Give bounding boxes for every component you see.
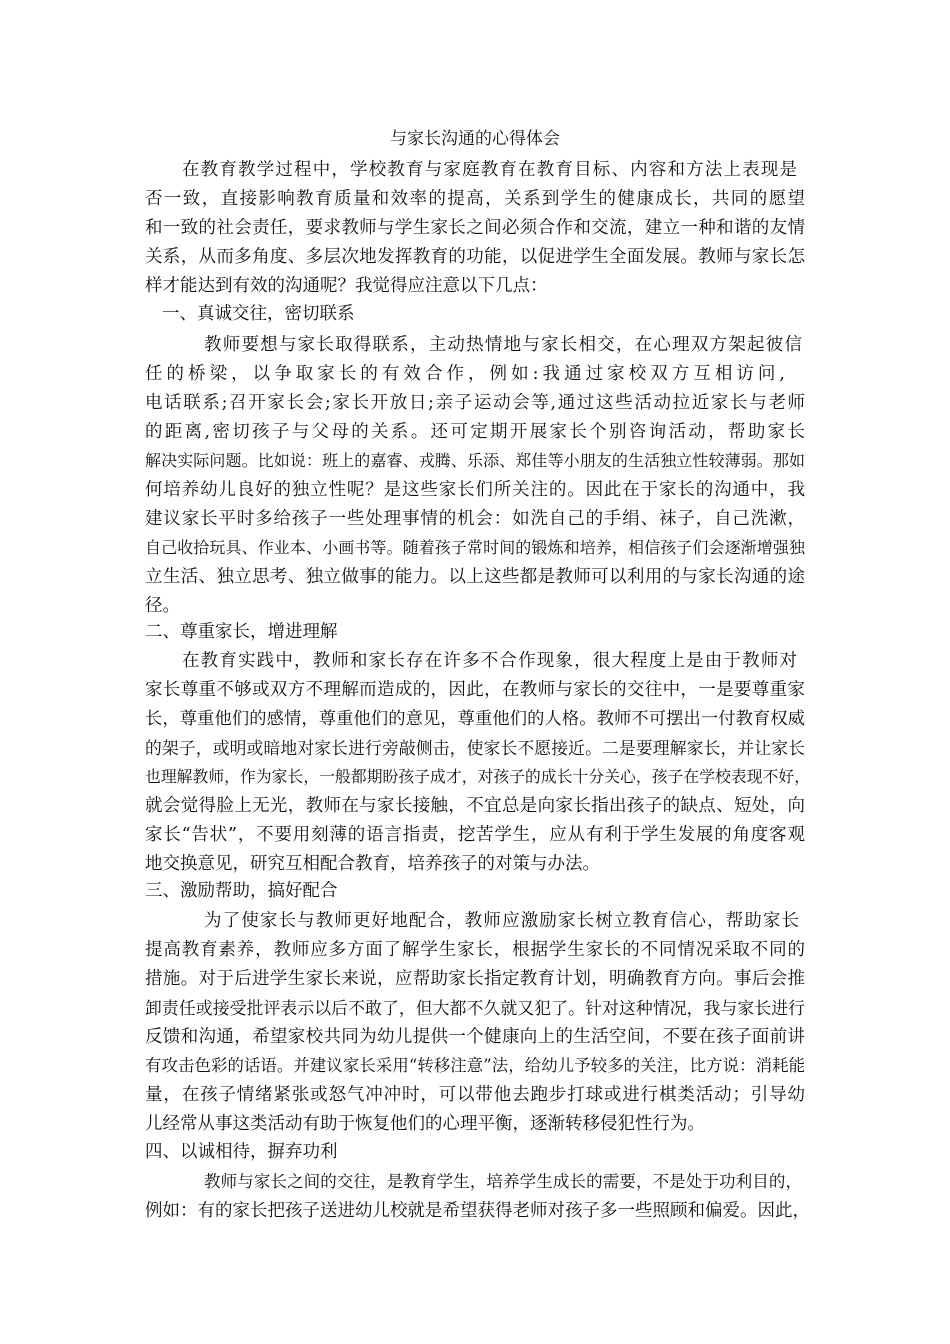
paragraph-line: 地交换意见，研究互相配合教育，培养孩子的对策与办法。 bbox=[145, 854, 600, 874]
paragraph-line: 提高教育素养，教师应多方面了解学生家长，根据学生家长的不同情况采取不同的 bbox=[145, 940, 805, 960]
paragraph-line: 否一致，直接影响教育质量和效率的提高，关系到学生的健康成长，共同的愿望 bbox=[145, 189, 805, 209]
section-heading: 四、以诚相待，摒弃功利 bbox=[145, 1142, 338, 1162]
paragraph-line: 立生活、独立思考、独立做事的能力。以上这些都是教师可以利用的与家长沟通的途 bbox=[145, 567, 805, 587]
paragraph-line: 有攻击色彩的话语。并建议家长采用“转移注意”法，给幼儿予较多的关注，比方说：消耗能 bbox=[145, 1056, 805, 1075]
paragraph-line: 家长“告状”，不要用刻薄的语言指责，挖苦学生，应从有利于学生发展的角度客观 bbox=[145, 825, 805, 845]
paragraph-line: 的架子，或明或暗地对家长进行旁敲侧击，使家长不愿接近。二是要理解家长，并让家长 bbox=[145, 738, 805, 758]
paragraph-line: 建议家长平时多给孩子一些处理事情的机会：如洗自己的手绢、袜子，自己洗漱， bbox=[145, 509, 805, 529]
section-heading: 三、激励帮助，搞好配合 bbox=[145, 881, 338, 901]
section-heading: 一、真诚交往，密切联系 bbox=[162, 304, 355, 324]
paragraph-line: 任的桥梁，以争取家长的有效合作，例如:我通过家校双方互相访问, bbox=[145, 364, 785, 384]
paragraph-line: 儿经常从事这类活动有助于恢复他们的心理平衡，逐渐转移侵犯性行为。 bbox=[145, 1114, 705, 1134]
paragraph-line: 和一致的社会责任，要求教师与学生家长之间必须合作和交流，建立一种和谐的友情 bbox=[145, 218, 805, 238]
paragraph-line: 何培养幼儿良好的独立性呢？是这些家长们所关注的。因此在于家长的沟通中，我 bbox=[145, 480, 805, 500]
paragraph-line: 量，在孩子情绪紧张或怒气冲冲时，可以带他去跑步打球或进行棋类活动；引导幼 bbox=[145, 1085, 805, 1105]
paragraph-line: 也理解教师，作为家长，一般都期盼孩子成才，对孩子的成长十分关心，孩子在学校表现不好， bbox=[145, 767, 810, 786]
paragraph-line: 在教育实践中，教师和家长存在许多不合作现象，很大程度上是由于教师对 bbox=[182, 651, 797, 671]
paragraph-line: 在教育教学过程中，学校教育与家庭教育在教育目标、内容和方法上表现是 bbox=[182, 160, 797, 180]
paragraph-line: 自己收拾玩具、作业本、小画书等。随着孩子常时间的锻炼和培养，相信孩子们会逐渐增强独 bbox=[145, 538, 805, 557]
paragraph-line: 家长尊重不够或双方不理解而造成的，因此，在教师与家长的交往中，一是要尊重家 bbox=[145, 680, 805, 700]
paragraph-line: 卸责任或接受批评表示以后不敢了，但大都不久就又犯了。针对这种情况，我与家长进行 bbox=[145, 998, 805, 1018]
document-title: 与家长沟通的心得体会 bbox=[390, 129, 560, 149]
paragraph-line: 就会觉得脸上无光，教师在与家长接触，不宜总是向家长指出孩子的缺点、短处，向 bbox=[145, 796, 805, 816]
paragraph-line: 样才能达到有效的沟通呢？我觉得应注意以下几点： bbox=[145, 276, 548, 296]
paragraph-line: 长，尊重他们的感情，尊重他们的意见，尊重他们的人格。教师不可摆出一付教育权威 bbox=[145, 709, 805, 729]
paragraph-line: 关系，从而多角度、多层次地发挥教育的功能，以促进学生全面发展。教师与家长怎 bbox=[145, 247, 805, 267]
paragraph-line: 解决实际问题。比如说：班上的嘉睿、戎腾、乐添、郑佳等小朋友的生活独立性较薄弱。那如 bbox=[145, 451, 805, 470]
section-heading: 二、尊重家长，增进理解 bbox=[145, 622, 338, 642]
paragraph-line: 径。 bbox=[145, 596, 180, 616]
paragraph-line: 措施。对于后进学生家长来说，应帮助家长指定教育计划，明确教育方向。事后会推 bbox=[145, 969, 805, 989]
paragraph-line: 反馈和沟通，希望家校共同为幼儿提供一个健康向上的生活空间，不要在孩子面前讲 bbox=[145, 1027, 805, 1047]
paragraph-line: 为了使家长与教师更好地配合，教师应激励家长树立教育信心，帮助家长 bbox=[204, 911, 799, 931]
paragraph-line: 例如：有的家长把孩子送进幼儿校就是希望获得老师对孩子多一些照顾和偏爱。因此， bbox=[145, 1201, 810, 1221]
paragraph-line: 的距离,密切孩子与父母的关系。还可定期开展家长个别咨询活动，帮助家长 bbox=[145, 422, 805, 442]
paragraph-line: 教师要想与家长取得联系，主动热情地与家长相交，在心理双方架起彼信 bbox=[204, 335, 802, 355]
paragraph-line: 电话联系;召开家长会;家长开放日;亲子运动会等,通过这些活动拉近家长与老师 bbox=[145, 393, 805, 413]
paragraph-line: 教师与家长之间的交往，是教育学生，培养学生成长的需要，不是处于功利目的， bbox=[204, 1172, 802, 1191]
